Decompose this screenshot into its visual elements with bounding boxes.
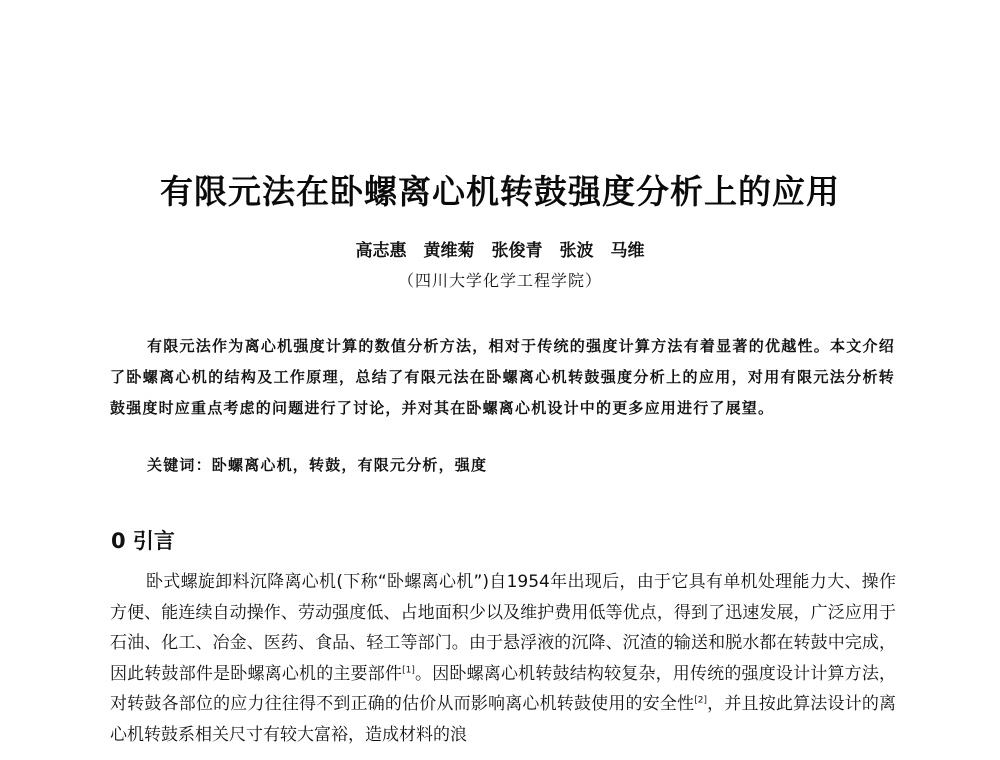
body-text-segment: 卧式螺旋卸料沉降离心机(下称“卧螺离心机”)自1954年出现后，由于它具有单机处理能力大、操作方便、能连续自动操作、劳动强度低、占地面积少以及维护费用低等优点，得到了迅速发展，广泛应用于石油、化工、冶金、医药、食品、轻工等部门。由于悬浮液的沉降、沉渣的输送和脱水都在转鼓中完成，因此转鼓部件是卧螺离心机的主要部件 <box>110 572 896 684</box>
author-affiliation: （四川大学化学工程学院） <box>397 271 602 290</box>
introduction-paragraph <box>110 567 896 750</box>
citation-ref-1: [1] <box>402 664 415 675</box>
section-heading-introduction: 0 引言 <box>111 529 175 553</box>
keywords-line: 关键词：卧螺离心机，转鼓，有限元分析，强度 <box>147 456 488 474</box>
body-text-segment: ，并且按此算法设计的离心机转鼓系相关尺寸有较大富裕，造成材料的浪 <box>110 694 897 745</box>
paper-title: 有限元法在卧螺离心机转鼓强度分析上的应用 <box>160 172 840 211</box>
citation-ref-2: [2] <box>694 695 707 706</box>
author-list: 高志惠 黄维菊 张俊青 张波 马维 <box>355 241 645 261</box>
body-text-segment: 。因卧螺离心机转鼓结构较复杂，用传统的强度设计计算方法，对转鼓各部位的应力往往得不到正确的估价从而影响离心机转鼓使用的安全性 <box>110 663 897 714</box>
abstract-paragraph: 有限元法作为离心机强度计算的数值分析方法，相对于传统的强度计算方法有着显著的优越性。本文介绍了卧螺离心机的结构及工作原理，总结了有限元法在卧螺离心机转鼓强度分析上的应用，对用有限元法分析转鼓强度时应重点考虑的问题进行了讨论，并对其在卧螺离心机设计中的更多应用进行了展望。 <box>110 337 895 417</box>
